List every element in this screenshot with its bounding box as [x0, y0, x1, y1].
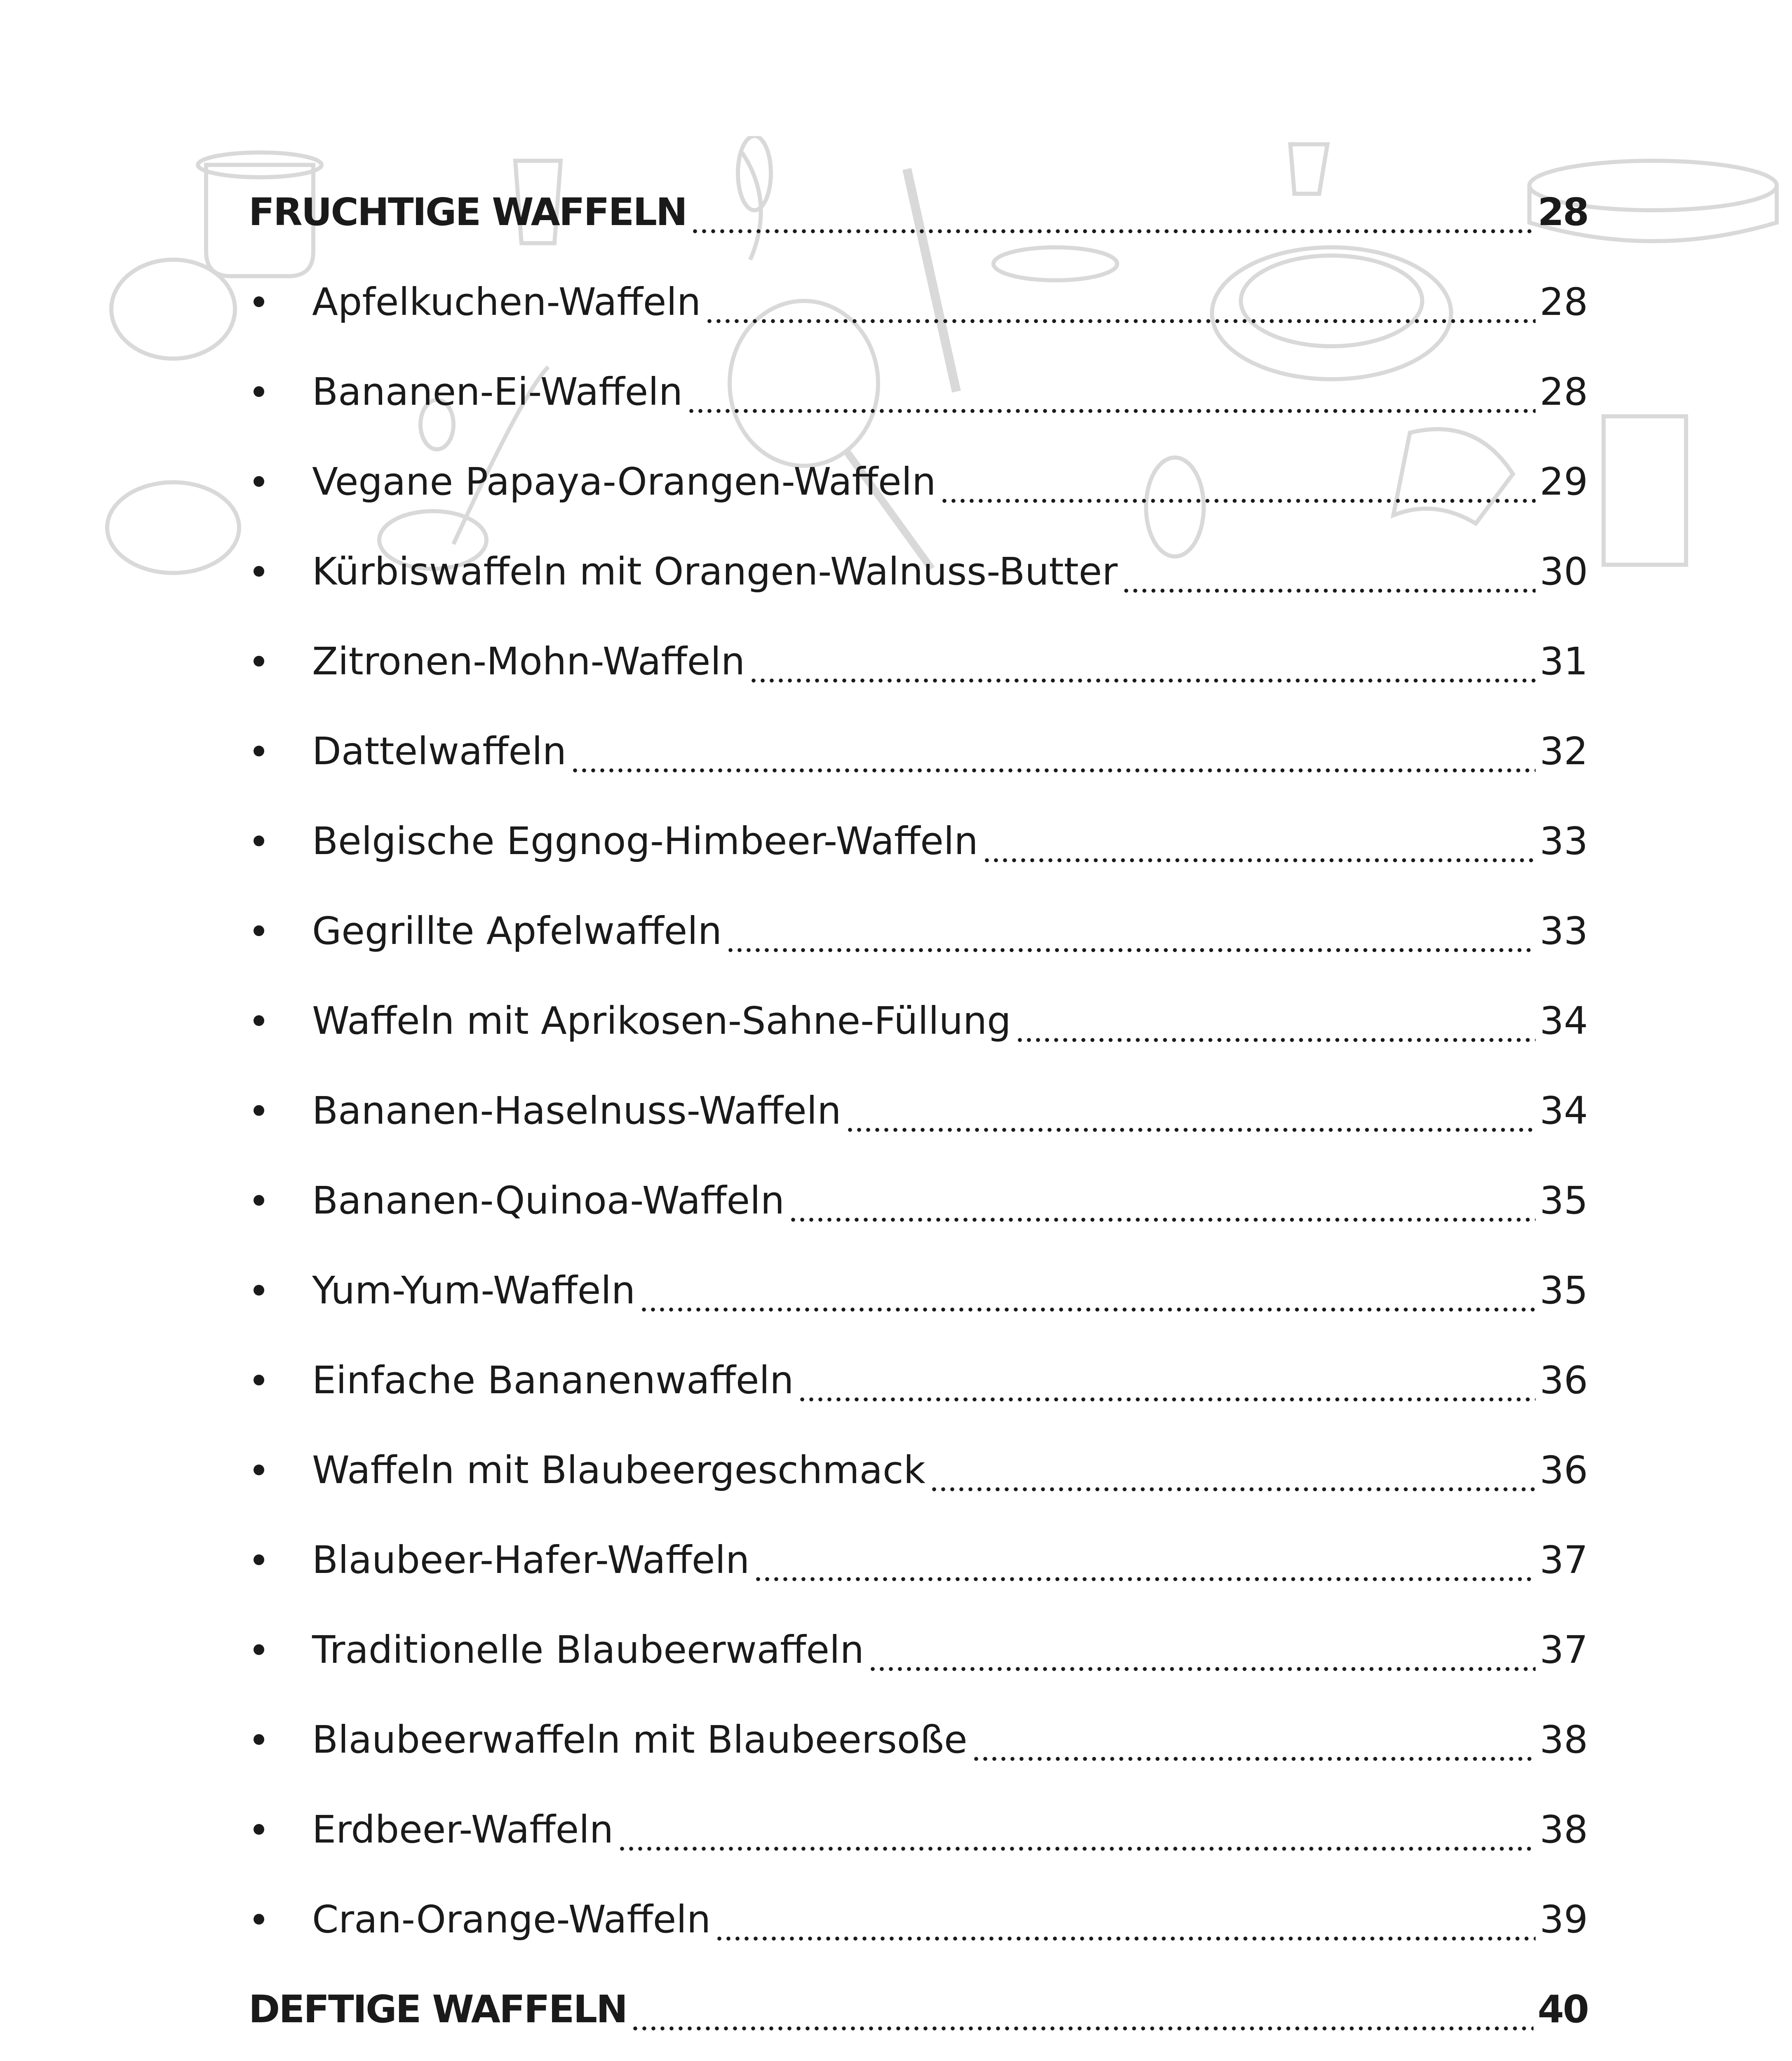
toc-item[interactable] — [249, 257, 1588, 347]
toc-item[interactable] — [249, 1066, 1588, 1155]
toc-item[interactable] — [249, 1335, 1588, 1425]
toc-item[interactable] — [249, 1425, 1588, 1515]
toc-page-number: 39 — [1539, 1897, 1588, 1941]
dot-leader — [618, 1846, 1536, 1851]
dot-leader — [631, 2026, 1534, 2031]
toc-page-number: 34 — [1539, 998, 1588, 1043]
toc-item-title: Erdbeer-Waffeln — [312, 1807, 614, 1852]
toc-item[interactable] — [249, 976, 1588, 1066]
dot-leader — [940, 498, 1536, 503]
dot-leader — [715, 1936, 1536, 1941]
bullet-icon — [254, 656, 264, 667]
dot-leader — [726, 948, 1536, 953]
toc-page-number: 38 — [1539, 1807, 1588, 1852]
dot-leader — [1015, 1038, 1536, 1042]
toc-item-title: Vegane Papaya-Orangen-Waffeln — [312, 459, 936, 504]
toc-section-fruchtige-waffeln[interactable] — [249, 167, 1588, 257]
dot-leader — [868, 1667, 1536, 1671]
bullet-icon — [254, 1195, 264, 1206]
toc-page-number: 33 — [1539, 819, 1588, 863]
bullet-icon — [254, 1914, 264, 1925]
toc-page-number: 28 — [1537, 190, 1588, 234]
bullet-icon — [254, 386, 264, 397]
bullet-icon — [254, 1465, 264, 1475]
toc-page-number: 34 — [1539, 1088, 1588, 1133]
bullet-icon — [254, 925, 264, 936]
dot-leader — [639, 1307, 1536, 1312]
dot-leader — [972, 1756, 1536, 1761]
toc-item[interactable] — [249, 2054, 1588, 2061]
dot-leader — [789, 1217, 1536, 1222]
bullet-icon — [254, 1375, 264, 1385]
bullet-icon — [254, 296, 264, 307]
toc-section-title: DEFTIGE WAFFELN — [249, 1987, 627, 2031]
toc-item[interactable] — [249, 437, 1588, 526]
toc-item-title: Belgische Eggnog-Himbeer-Waffeln — [312, 819, 978, 863]
dot-leader — [571, 768, 1536, 773]
toc-page-number: 36 — [1539, 1448, 1588, 1492]
toc-item[interactable] — [249, 796, 1588, 886]
toc-item[interactable] — [249, 1874, 1588, 1964]
toc-item[interactable] — [249, 1784, 1588, 1874]
toc-item-title: Einfache Bananenwaffeln — [312, 1358, 794, 1402]
toc-item[interactable] — [249, 616, 1588, 706]
bullet-icon — [254, 1015, 264, 1026]
toc-page-number: 32 — [1539, 729, 1588, 773]
toc-item-title: Bananen-Quinoa-Waffeln — [312, 1178, 785, 1223]
toc-item-title: Cran-Orange-Waffeln — [312, 1897, 711, 1941]
toc-item-title: Dattelwaffeln — [312, 729, 567, 773]
table-of-contents — [249, 167, 1588, 2061]
toc-item[interactable] — [249, 886, 1588, 976]
toc-page-number: 29 — [1539, 459, 1588, 504]
bullet-icon — [254, 746, 264, 756]
dot-leader — [754, 1577, 1536, 1582]
toc-page-number: 28 — [1539, 279, 1588, 324]
toc-page-number: 37 — [1539, 1538, 1588, 1582]
bullet-icon — [254, 1734, 264, 1745]
toc-page-number: 33 — [1539, 908, 1588, 953]
toc-item-title: Blaubeer-Hafer-Waffeln — [312, 1538, 750, 1582]
dot-leader — [1122, 588, 1536, 593]
dot-leader — [687, 408, 1536, 413]
toc-item-title: Gegrillte Apfelwaffeln — [312, 908, 722, 953]
toc-item-title: Bananen-Haselnuss-Waffeln — [312, 1088, 841, 1133]
dot-leader — [982, 858, 1536, 863]
dot-leader — [846, 1127, 1536, 1132]
dot-leader — [930, 1487, 1536, 1492]
dot-leader — [798, 1397, 1536, 1402]
toc-page-number: 28 — [1539, 369, 1588, 414]
bullet-icon — [254, 1285, 264, 1296]
dot-leader — [690, 229, 1534, 234]
bullet-icon — [254, 836, 264, 846]
bullet-icon — [254, 1554, 264, 1565]
toc-item-title: Yum-Yum-Waffeln — [312, 1268, 636, 1312]
toc-page-number: 31 — [1539, 639, 1588, 683]
toc-item[interactable] — [249, 1245, 1588, 1335]
toc-page-number: 37 — [1539, 1627, 1588, 1672]
toc-item[interactable] — [249, 1605, 1588, 1695]
bullet-icon — [254, 476, 264, 487]
dot-leader — [749, 678, 1536, 683]
toc-item[interactable] — [249, 1695, 1588, 1784]
toc-item-title: Bananen-Ei-Waffeln — [312, 369, 683, 414]
dot-leader — [705, 319, 1536, 324]
toc-item-title: Kürbiswaffeln mit Orangen-Walnuss-Butter — [312, 549, 1118, 594]
toc-item[interactable] — [249, 1155, 1588, 1245]
toc-item-title: Waffeln mit Aprikosen-Sahne-Füllung — [312, 998, 1011, 1043]
toc-page-number: 40 — [1537, 1987, 1588, 2031]
toc-item-title: Waffeln mit Blaubeergeschmack — [312, 1448, 925, 1492]
bullet-icon — [254, 1644, 264, 1655]
toc-item[interactable] — [249, 1515, 1588, 1605]
toc-item-title: Blaubeerwaffeln mit Blaubeersoße — [312, 1717, 968, 1762]
toc-section-deftige-waffeln[interactable] — [249, 1964, 1588, 2054]
toc-item[interactable] — [249, 526, 1588, 616]
toc-page-number: 38 — [1539, 1717, 1588, 1762]
toc-page-number: 36 — [1539, 1358, 1588, 1402]
toc-item[interactable] — [249, 347, 1588, 437]
toc-page-number: 35 — [1539, 1178, 1588, 1223]
bullet-icon — [254, 1105, 264, 1116]
toc-item-title: Apfelkuchen-Waffeln — [312, 279, 701, 324]
toc-item[interactable] — [249, 706, 1588, 796]
toc-section-title: FRUCHTIGE WAFFELN — [249, 190, 686, 234]
toc-page-number: 30 — [1539, 549, 1588, 594]
toc-item-title: Zitronen-Mohn-Waffeln — [312, 639, 745, 683]
toc-page-number: 35 — [1539, 1268, 1588, 1312]
bullet-icon — [254, 1824, 264, 1835]
toc-item-title: Traditionelle Blaubeerwaffeln — [312, 1627, 864, 1672]
bullet-icon — [254, 566, 264, 577]
